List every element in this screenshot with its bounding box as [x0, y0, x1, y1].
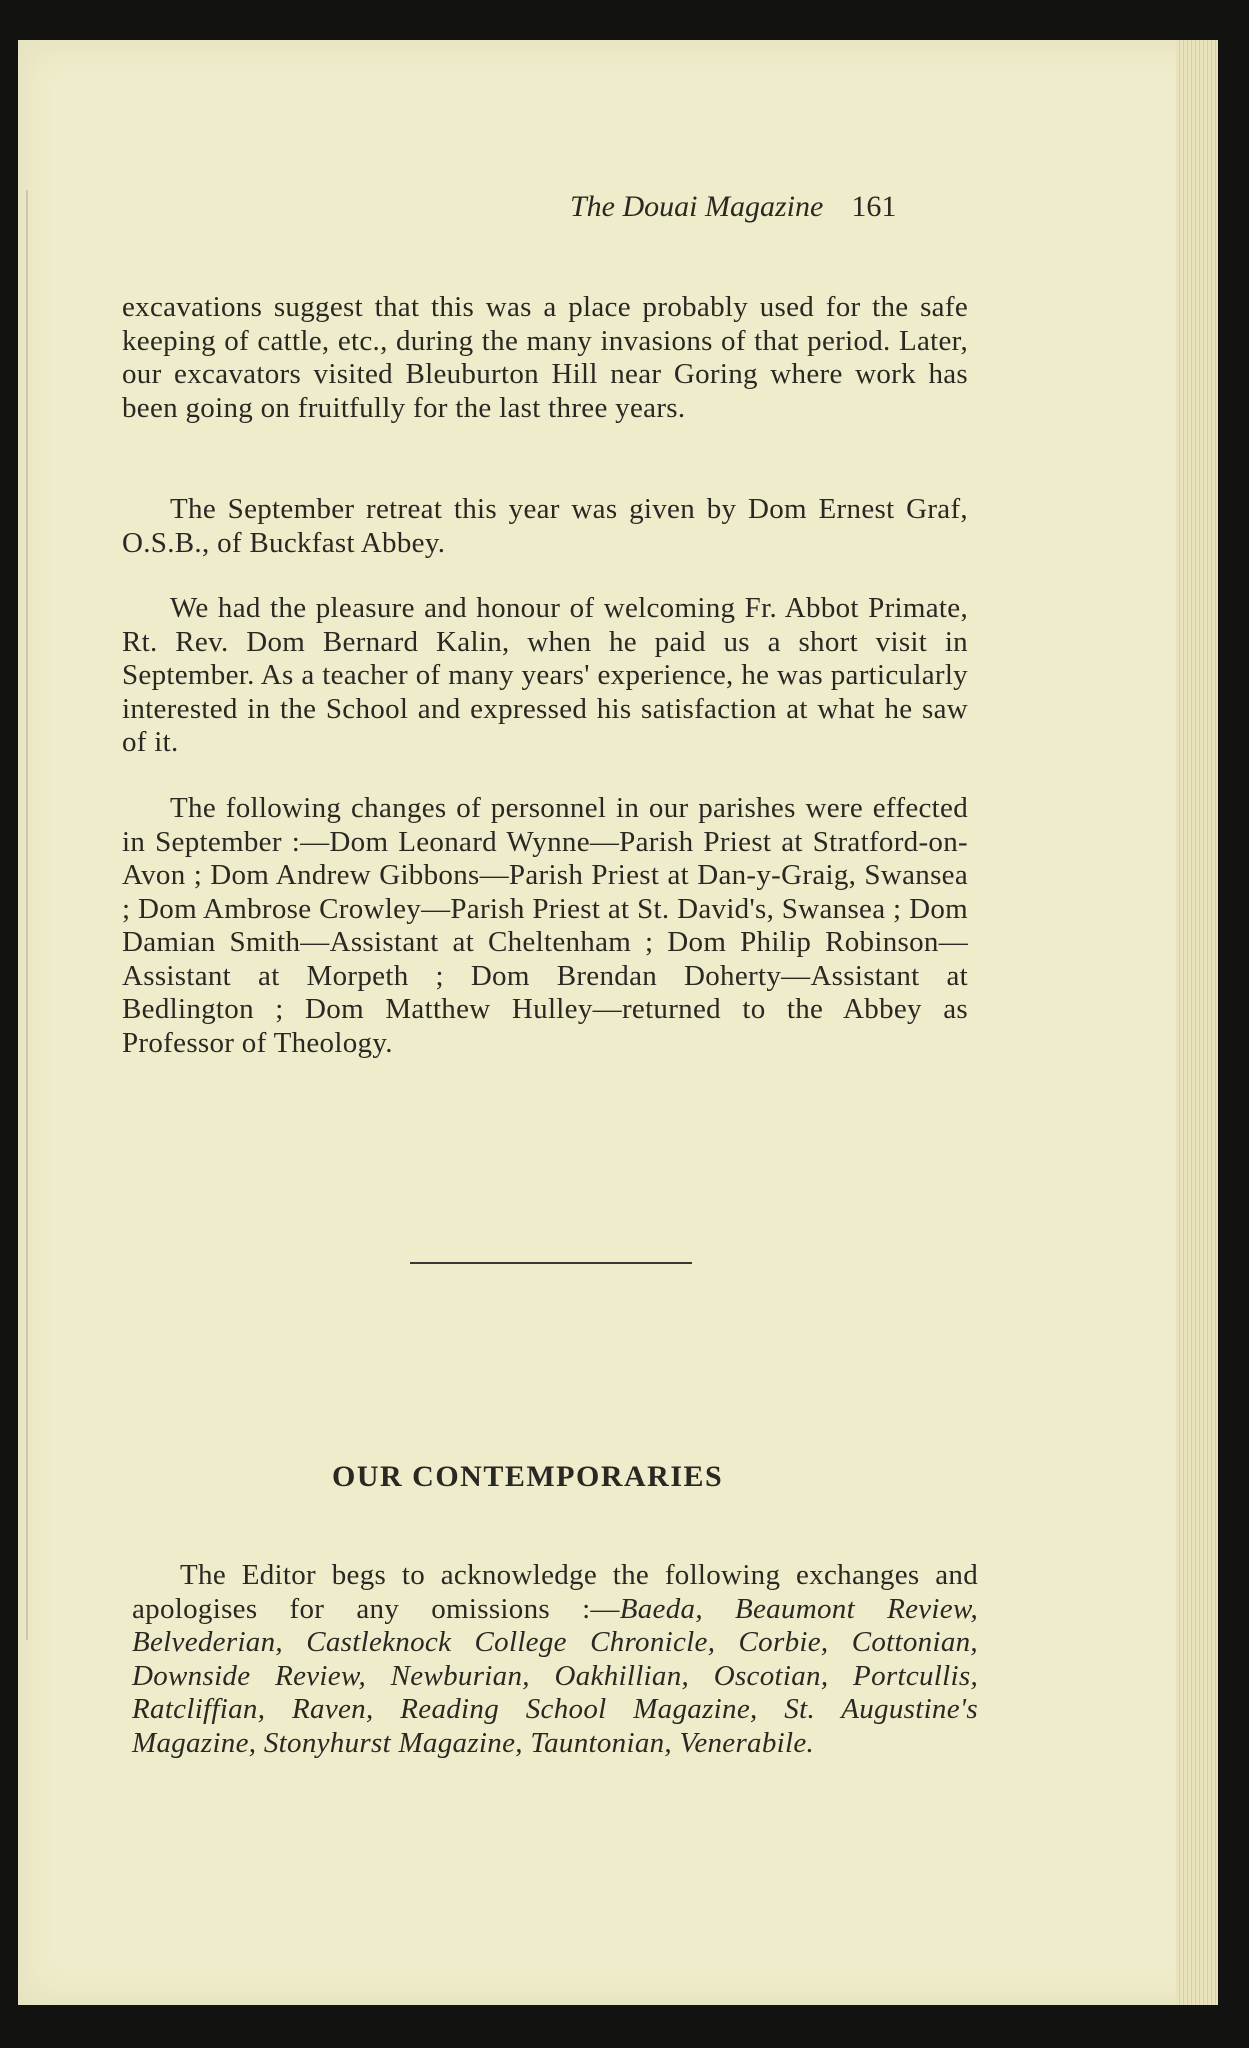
- page-gutter-line: [26, 190, 28, 1640]
- paragraph-abbot-primate: We had the pleasure and honour of welcoming Fr. Abbot Primate, Rt. Rev. Dom Bernard Kalin, when he paid us a short visit in September. As a teacher of many years' experience, he was particularly interested in the School and expressed his satisfaction at what he saw of it.: [122, 592, 968, 758]
- scan-top-border: [0, 0, 1249, 40]
- scan-bottom-border: [0, 2005, 1249, 2048]
- page-edge-stack: [1176, 40, 1218, 2005]
- contemporaries-titles: Baeda, Beaumont Review, Belvederian, Castleknock College Chronicle, Corbie, Cottonian, Downside Review, Newburian, Oakhillian, Oscotian, Portcullis, Ratcliffian, Raven, Reading School Magazine, St. Augustine's Magazine, Stonyhurst Magazine, Tauntonian, Venerabile.: [132, 1592, 978, 1759]
- paragraph-personnel-changes: The following changes of personnel in our parishes were effected in September :—Dom Leonard Wynne—Parish Priest at Stratford-on-Avon ; Dom Andrew Gibbons—Parish Priest at Dan-y-Graig, Swansea ; Dom Ambrose Crowley—Parish Priest at St. David's, Swansea ; Dom Damian Smith—Assistant at Cheltenham ; Dom Philip Robinson—Assistant at Morpeth ; Dom Brendan Doherty—Assistant at Bedlington ; Dom Matthew Hulley—returned to the Abbey as Professor of Theology.: [122, 792, 968, 1059]
- paragraph-retreat: The September retreat this year was given by Dom Ernest Graf, O.S.B., of Buckfast Abbey.: [122, 493, 968, 559]
- contemporaries-intro: The Editor begs to acknowledge the following exchanges and apologises for any omissions :—: [132, 1559, 978, 1625]
- paragraph-contemporaries: [132, 1559, 978, 1760]
- section-divider: [410, 1262, 692, 1264]
- running-header: [570, 190, 970, 224]
- paragraph-excavations: excavations suggest that this was a place probably used for the safe keeping of cattle, etc., during the many invasions of that period. Later, our excavators visited Bleuburton Hill near Goring where work has been going on fruitfully for the last three years.: [122, 291, 968, 424]
- section-heading: OUR CONTEMPORARIES: [332, 1460, 724, 1493]
- page-number: 161: [851, 190, 897, 223]
- running-header-title: The Douai Magazine: [570, 190, 824, 223]
